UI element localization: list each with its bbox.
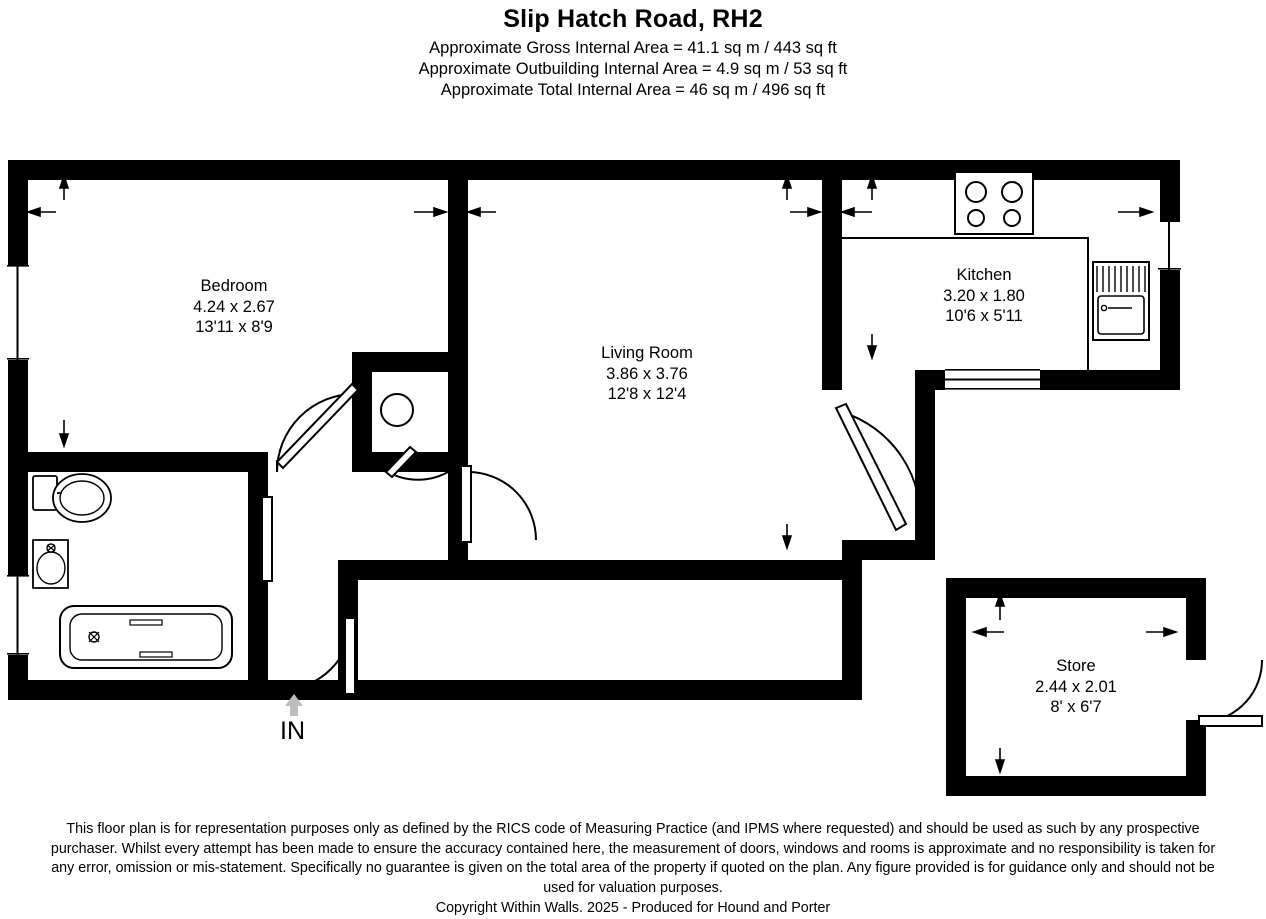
door-kitchen bbox=[836, 404, 921, 530]
basin-bowl bbox=[37, 552, 65, 584]
plan-footer bbox=[50, 820, 1216, 919]
window-kitchen-south-line-a bbox=[945, 369, 1040, 371]
area-line-total: Approximate Total Internal Area = 46 sq m / 496 sq ft bbox=[440, 81, 826, 99]
room-imperial-bedroom: 13'11 x 8'9 bbox=[195, 318, 273, 336]
room-label-living bbox=[538, 343, 756, 405]
room-name-store: Store bbox=[1056, 657, 1096, 675]
room-name-bedroom: Bedroom bbox=[200, 277, 268, 295]
window-left-upper-mullion bbox=[17, 265, 19, 360]
wall-kitchen-south-stub bbox=[822, 350, 842, 390]
store-door-opening bbox=[1186, 660, 1208, 720]
kitchen-hob bbox=[955, 172, 1033, 234]
area-line-outbuilding: Approximate Outbuilding Internal Area = 4.9 sq m / 53 sq ft bbox=[418, 60, 848, 78]
door-bedroom bbox=[277, 384, 358, 472]
door-store bbox=[1199, 660, 1262, 726]
footer-disclaimer: This floor plan is for representation purposes only as defined by the RICS code of Measuring Practice (and IPMS where requested) and should be used as such by any prospective purchaser. Whilst every attempt has been made to ensure the accuracy contained here, the measurement of doors, windows and rooms is approximate and no responsibility is taken for any error, omission or mis-statement. Specifically no guarantee is given on the total area of the property if quoted on the plan. Any figure provided is for guidance only and should not be used for valuation purposes. bbox=[50, 821, 1216, 896]
kitchen-sink-bowl bbox=[1098, 296, 1144, 334]
room-label-kitchen bbox=[875, 265, 1093, 327]
bathtub-grab-a bbox=[130, 620, 162, 625]
hob-burner-3 bbox=[968, 210, 984, 226]
room-imperial-kitchen: 10'6 x 5'11 bbox=[945, 307, 1023, 325]
room-imperial-store: 8' x 6'7 bbox=[1050, 698, 1102, 716]
wall-bedroom-bathroom bbox=[8, 452, 268, 472]
window-right-kitchen-mid bbox=[1168, 222, 1170, 270]
kitchen-sink-plug bbox=[1101, 305, 1106, 310]
cupboard-fixture bbox=[381, 394, 413, 426]
window-left-lower-mullion bbox=[17, 575, 19, 655]
room-metric-store: 2.44 x 2.01 bbox=[1035, 677, 1117, 696]
room-metric-bedroom: 4.24 x 2.67 bbox=[193, 297, 275, 316]
area-line-gross: Approximate Gross Internal Area = 41.1 sq m / 443 sq ft bbox=[429, 39, 837, 57]
hob-burner-4 bbox=[1004, 210, 1020, 226]
bathtub-grab-b bbox=[140, 652, 172, 657]
room-label-store bbox=[967, 656, 1185, 718]
door-living-hall bbox=[461, 466, 536, 542]
room-name-living: Living Room bbox=[601, 344, 693, 362]
footer-copyright: Copyright Within Walls. 2025 - Produced for Hound and Porter bbox=[435, 900, 831, 916]
room-label-bedroom bbox=[125, 276, 343, 338]
wall-living-south-stub bbox=[448, 540, 468, 562]
wc-seat bbox=[60, 481, 104, 515]
hob-burner-1 bbox=[966, 182, 986, 202]
hob-burner-2 bbox=[1002, 182, 1022, 202]
wall-hall-south bbox=[338, 560, 862, 580]
entrance-label: IN bbox=[280, 717, 305, 745]
room-metric-kitchen: 3.20 x 1.80 bbox=[943, 286, 1025, 305]
wall-kitchen-west-upper bbox=[822, 170, 842, 250]
page-title: Slip Hatch Road, RH2 bbox=[503, 5, 763, 33]
window-kitchen-south-mullion bbox=[945, 379, 1040, 381]
room-metric-living: 3.86 x 3.76 bbox=[606, 364, 688, 383]
room-name-kitchen: Kitchen bbox=[956, 266, 1012, 284]
room-imperial-living: 12'8 x 12'4 bbox=[607, 385, 687, 403]
window-kitchen-south-line-b bbox=[945, 388, 1040, 390]
